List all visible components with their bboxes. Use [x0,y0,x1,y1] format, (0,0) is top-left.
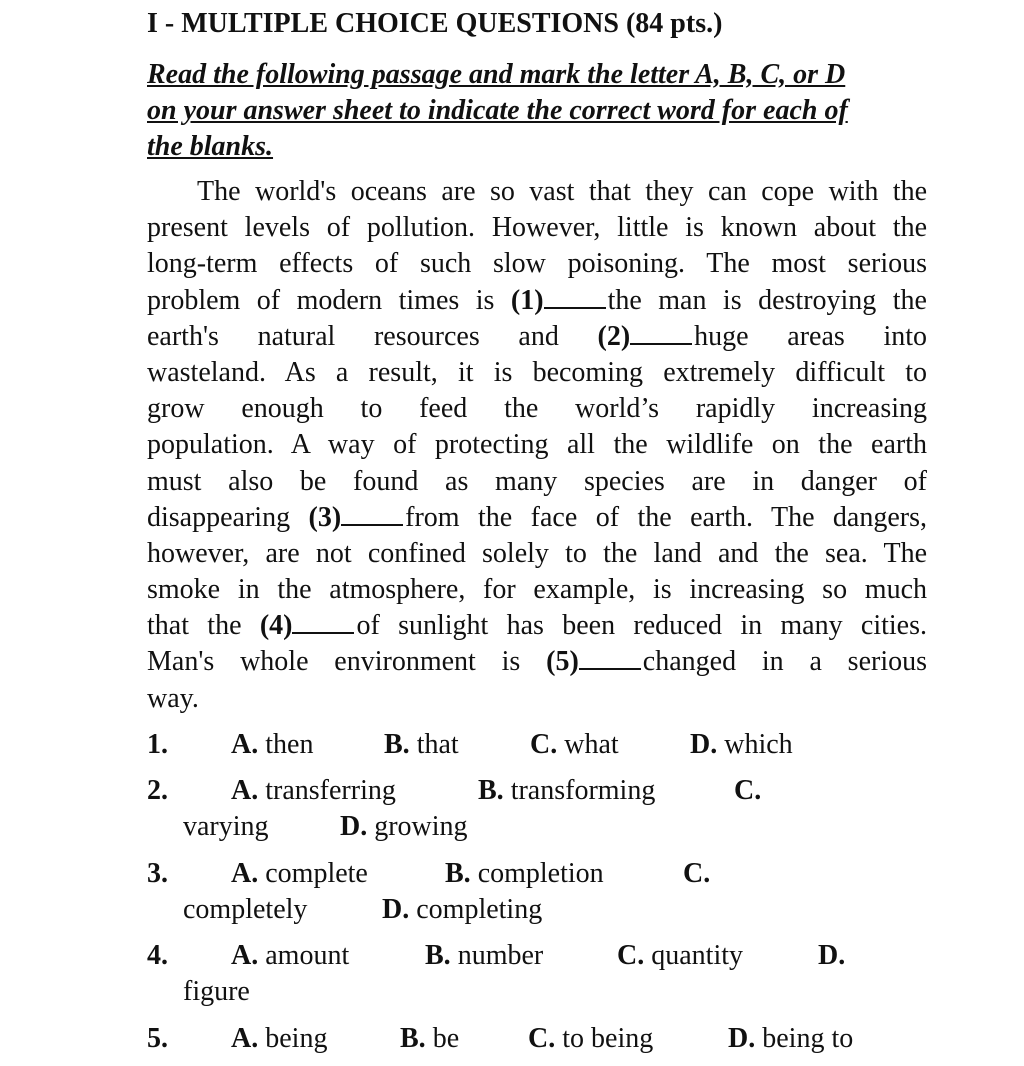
option-text: completing [416,894,543,925]
instruction-line: the blanks. [147,131,274,162]
option-text: number [457,940,544,971]
option-c-text[interactable]: varying [183,811,269,842]
option-text: what [564,729,619,760]
option-letter: C. [617,940,645,971]
passage-text: problem of modern times is [147,284,495,316]
option-text: be [432,1023,460,1054]
option-text: being to [762,1023,854,1054]
option-b[interactable] [445,856,604,892]
option-letter: B. [445,858,471,889]
question-number: 3. [147,858,168,889]
option-letter: D. [340,811,368,842]
option-a[interactable] [231,938,349,974]
blank-1: (1) [511,285,608,316]
option-text: quantity [651,940,743,971]
passage-text: of sunlight has been reduced in many cities. [356,610,928,642]
blank-4: (4) [260,610,357,641]
option-a[interactable] [231,727,313,763]
option-letter: B. [384,729,410,760]
option-d[interactable] [382,892,542,928]
option-letter: D. [690,729,718,760]
option-letter: C. [528,1023,556,1054]
option-b[interactable] [478,773,655,809]
option-b[interactable] [384,727,459,763]
passage-text: the man is destroying the [607,284,927,316]
option-c[interactable] [617,938,743,974]
passage-line: however, are not confined solely to the land and the sea. The [147,537,927,569]
option-letter: B. [425,940,451,971]
option-letter: C. [734,775,762,806]
option-c-letter[interactable] [683,856,710,892]
option-letter: B. [478,775,504,806]
option-d-letter[interactable] [818,938,845,974]
option-d[interactable] [340,809,468,845]
option-a[interactable] [231,1021,327,1057]
option-letter: D. [728,1023,756,1054]
passage-line: wasteland. As a result, it is becoming extremely difficult to [147,356,927,388]
question-number: 4. [147,940,168,971]
option-text: complete [265,858,368,889]
instruction-line: on your answer sheet to indicate the correct word for each of [147,95,848,126]
option-c-text[interactable]: completely [183,894,308,925]
passage-text: from the face of the earth. The dangers, [405,501,927,533]
option-d[interactable] [690,727,793,763]
option-b[interactable] [425,938,543,974]
option-a[interactable] [231,856,368,892]
blank-5: (5) [546,646,643,677]
option-letter: A. [231,775,259,806]
option-letter: A. [231,1023,259,1054]
option-letter: A. [231,858,259,889]
option-d-text[interactable]: figure [183,976,250,1007]
passage-line: long-term effects of such slow poisoning. The most serious [147,248,927,280]
option-text: which [724,729,793,760]
option-letter: C. [530,729,558,760]
option-c[interactable] [528,1021,653,1057]
passage-line [147,608,927,644]
passage-line: present levels of pollution. However, little is known about the [147,212,927,244]
instruction-text [147,57,929,165]
option-b[interactable] [400,1021,459,1057]
option-letter: C. [683,858,711,889]
passage-text: changed in a serious [642,646,928,678]
option-text: being [265,1023,328,1054]
section-heading: I - MULTIPLE CHOICE QUESTIONS (84 pts.) [147,8,723,39]
option-text: transforming [510,775,656,806]
passage-text: earth's natural resources and [147,320,559,352]
blank-2: (2) [598,321,695,352]
option-text: then [265,729,314,760]
option-a[interactable] [231,773,396,809]
option-text: that [416,729,459,760]
passage-line [147,500,927,536]
passage-line: grow enough to feed the world’s rapidly increasing [147,393,927,425]
question-number: 1. [147,729,168,760]
option-letter: B. [400,1023,426,1054]
option-letter: A. [231,729,259,760]
option-letter: D. [818,940,846,971]
option-letter: D. [382,894,410,925]
option-letter: A. [231,940,259,971]
passage-text: that the [147,610,242,642]
passage-line: The world's oceans are so vast that they can cope with the [197,176,927,207]
passage-line [147,644,927,680]
reading-passage [147,174,927,717]
option-d[interactable] [728,1021,853,1057]
option-c[interactable] [530,727,619,763]
passage-text: Man's whole environment is [147,646,521,678]
passage-line: must also be found as many species are in danger of [147,465,927,497]
option-text: amount [265,940,350,971]
question-number: 5. [147,1023,168,1054]
passage-text: huge areas into [694,320,928,352]
option-text: growing [374,811,468,842]
passage-line [147,283,927,319]
option-text: completion [477,858,604,889]
option-text: transferring [265,775,396,806]
passage-line [147,319,927,355]
passage-line: way. [147,682,199,714]
option-text: to being [562,1023,654,1054]
passage-line: smoke in the atmosphere, for example, is increasing so much [147,574,927,606]
passage-line: population. A way of protecting all the wildlife on the earth [147,429,927,461]
passage-text: disappearing [147,501,291,533]
instruction-line: Read the following passage and mark the letter A, B, C, or D [147,59,846,90]
option-c-letter[interactable] [734,773,761,809]
question-number: 2. [147,775,168,806]
blank-3: (3) [309,502,406,533]
